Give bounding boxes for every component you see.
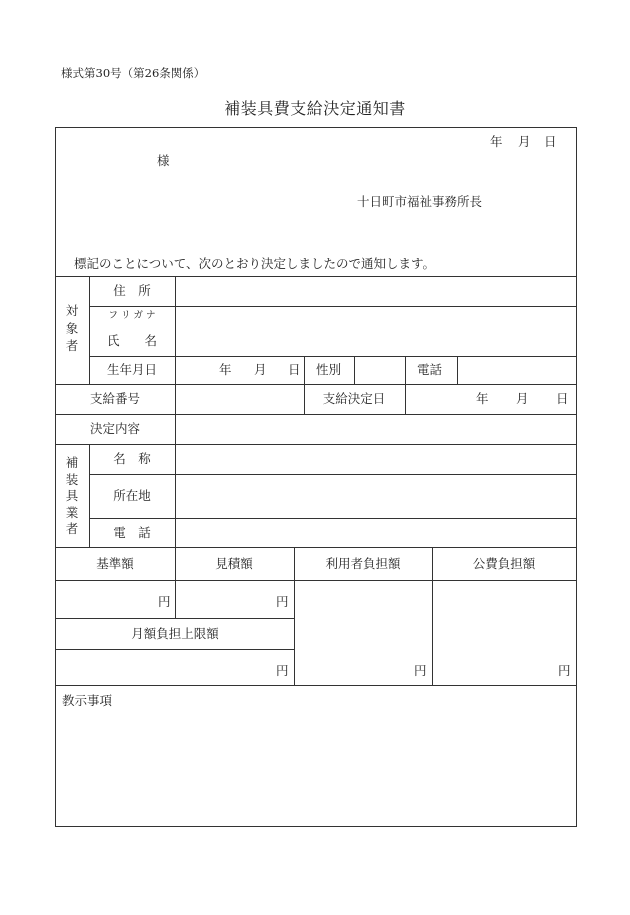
notice-body-text: 標記のことについて、次のとおり決定しましたので通知します。: [74, 256, 436, 271]
rule-subject-group: [89, 276, 90, 384]
rule-amounts-bottom: [56, 685, 576, 686]
rule-gender-left: [304, 356, 305, 384]
rule-birth-bottom: [56, 384, 576, 385]
addressee-suffix: 様: [157, 153, 170, 168]
estimate-amount-label: 見積額: [215, 556, 253, 571]
decision-month: 月: [516, 391, 529, 406]
rule-address-bottom: [89, 306, 576, 307]
standard-amount-label: 基準額: [96, 556, 134, 571]
furigana-label: フ リ ガ ナ: [108, 310, 156, 321]
public-burden-label: 公費負担額: [472, 556, 536, 571]
date-day: 日: [544, 134, 557, 149]
rule-amount-col3: [432, 547, 433, 685]
rule-cap-label-bottom: [56, 649, 294, 650]
birth-day: 日: [288, 362, 301, 377]
rule-vloc-bottom: [89, 518, 576, 519]
estimate-yen: 円: [276, 594, 289, 609]
public-burden-yen: 円: [558, 663, 571, 678]
rule-vendor-group: [89, 444, 90, 547]
notice-form: [55, 127, 577, 827]
address-label: 住 所: [113, 283, 151, 298]
decision-content-label: 決定内容: [89, 421, 141, 436]
rule-subject-value: [175, 276, 176, 444]
rule-content-bottom: [56, 444, 576, 445]
rule-phone-left: [405, 356, 406, 384]
monthly-cap-label: 月額負担上限額: [131, 626, 219, 641]
issuer-name: 十日町市福祉事務所長: [357, 194, 483, 209]
gender-label: 性別: [316, 362, 342, 377]
phone-label: 電話: [417, 362, 443, 377]
remarks-label: 教示事項: [62, 693, 113, 708]
decision-date-label: 支給決定日: [322, 391, 386, 406]
vendor-phone-label: 電 話: [113, 525, 151, 540]
rule-notice-bottom: [56, 276, 576, 277]
user-burden-label: 利用者負担額: [325, 556, 401, 571]
rule-amount-col2: [294, 547, 295, 685]
rule-name-bottom: [89, 356, 576, 357]
rule-decision-value: [405, 384, 406, 414]
date-year: 年: [490, 134, 503, 149]
birthdate-label: 生年月日: [106, 362, 158, 377]
rule-amount-col1: [175, 547, 176, 618]
payment-number-label: 支給番号: [89, 391, 141, 406]
standard-yen: 円: [158, 594, 171, 609]
user-burden-yen: 円: [414, 663, 427, 678]
rule-vendor-bottom: [56, 547, 576, 548]
date-month: 月: [518, 134, 531, 149]
vendor-name-label: 名 称: [113, 451, 151, 466]
rule-payno-bottom: [56, 414, 576, 415]
rule-phone-value: [457, 356, 458, 384]
monthly-cap-yen: 円: [276, 663, 289, 678]
rule-amount-row-bottom: [56, 618, 294, 619]
form-number: 様式第30号（第26条関係）: [61, 66, 206, 80]
rule-gender-value: [354, 356, 355, 384]
vendor-location-label: 所在地: [113, 488, 151, 503]
birth-month: 月: [254, 362, 267, 377]
decision-day: 日: [556, 391, 569, 406]
rule-amount-header-bottom: [56, 580, 576, 581]
subject-group-label: 対 象 者: [65, 303, 79, 353]
name-label: 氏 名: [106, 333, 158, 348]
document-title: 補装具費支給決定通知書: [224, 99, 406, 118]
birth-year: 年: [219, 362, 232, 377]
decision-year: 年: [476, 391, 489, 406]
rule-decision-left: [304, 384, 305, 414]
rule-vendor-value: [175, 444, 176, 547]
rule-vname-bottom: [89, 474, 576, 475]
vendor-group-label: 補 装 具 業 者: [65, 455, 79, 536]
